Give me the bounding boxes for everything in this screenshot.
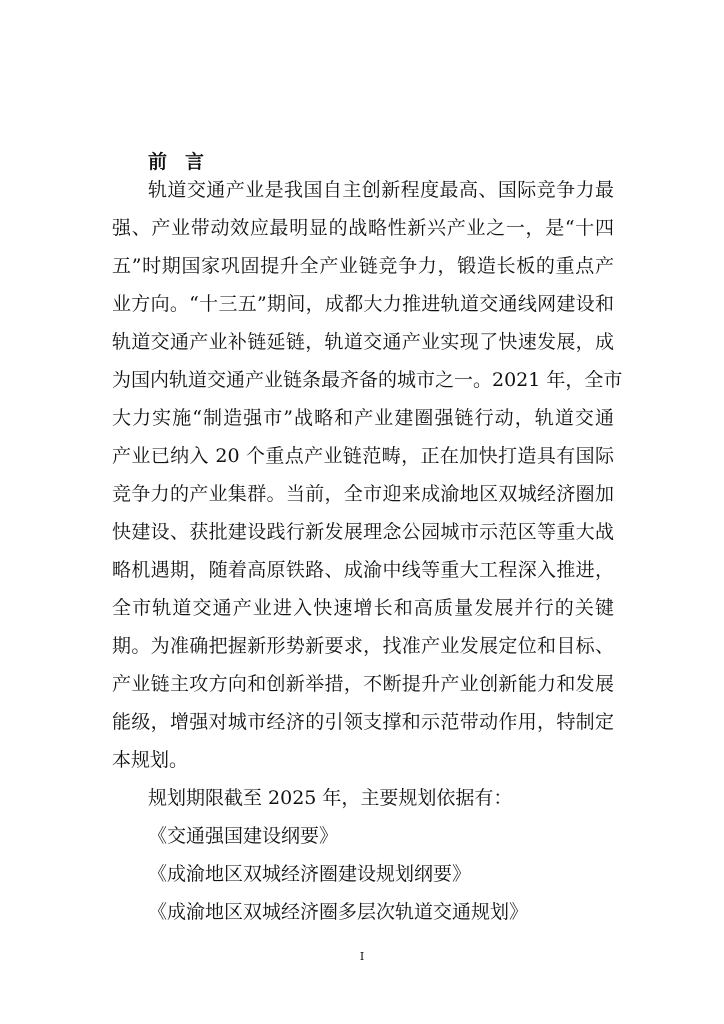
- reference-document: 《成渝地区双城经济圈多层次轨道交通规划》: [148, 901, 529, 923]
- paragraph-line: 本规划。: [112, 749, 189, 771]
- planning-basis-intro: 规划期限截至 2025 年，主要规划依据有：: [148, 787, 513, 809]
- paragraph-line: 期。为准确把握新形势新要求，找准产业发展定位和目标、: [112, 635, 614, 657]
- paragraph-line: 强、产业带动效应最明显的战略性新兴产业之一，是“十四: [112, 217, 614, 239]
- section-heading: 前言: [148, 151, 223, 173]
- paragraph-line: 产业已纳入 20 个重点产业链范畴，正在加快打造具有国际: [112, 445, 614, 467]
- paragraph-line: 略机遇期，随着高原铁路、成渝中线等重大工程深入推进，: [112, 559, 614, 581]
- paragraph-line: 轨道交通产业是我国自主创新程度最高、国际竞争力最: [148, 179, 614, 201]
- reference-document: 《交通强国建设纲要》: [148, 825, 339, 847]
- paragraph-line: 产业链主攻方向和创新举措，不断提升产业创新能力和发展: [112, 673, 614, 695]
- paragraph-line: 全市轨道交通产业进入快速增长和高质量发展并行的关键: [112, 597, 614, 619]
- paragraph-line: 轨道交通产业补链延链，轨道交通产业实现了快速发展，成: [112, 331, 614, 353]
- paragraph-line: 能级，增强对城市经济的引领支撑和示范带动作用，特制定: [112, 711, 614, 733]
- paragraph-line: 快建设、获批建设践行新发展理念公园城市示范区等重大战: [112, 521, 614, 543]
- paragraph-line: 业方向。“十三五”期间，成都大力推进轨道交通线网建设和: [112, 293, 614, 315]
- page-number: I: [359, 950, 365, 963]
- reference-document: 《成渝地区双城经济圈建设规划纲要》: [148, 863, 472, 885]
- paragraph-line: 五”时期国家巩固提升全产业链竞争力，锻造长板的重点产: [112, 255, 614, 277]
- paragraph-line: 为国内轨道交通产业链条最齐备的城市之一。2021 年，全市: [112, 369, 623, 391]
- paragraph-line: 大力实施“制造强市”战略和产业建圈强链行动，轨道交通: [112, 407, 614, 429]
- paragraph-line: 竞争力的产业集群。当前，全市迎来成渝地区双城经济圈加: [112, 483, 614, 505]
